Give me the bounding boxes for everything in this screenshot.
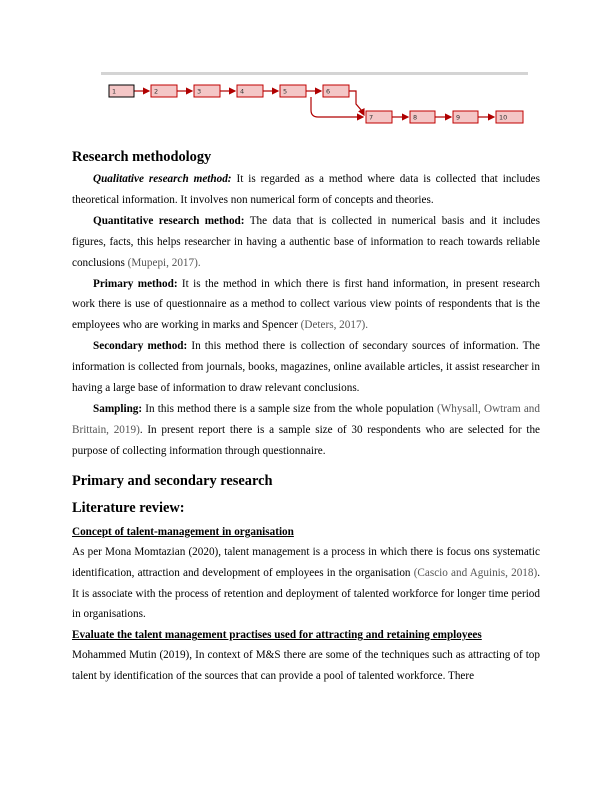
paragraph-qualitative	[72, 169, 540, 211]
flow-node-6	[323, 85, 349, 97]
citation: (Mupepi, 2017).	[127, 256, 201, 269]
flow-node-label: 7	[369, 113, 374, 122]
citation: (Whysall, Owtram and Brittain, 2019)	[72, 402, 540, 436]
subheading-evaluate-practises: Evaluate the talent management practises used for attracting and retaining employees	[72, 629, 482, 642]
term-secondary: Secondary method:	[93, 340, 188, 353]
flow-node-7	[366, 111, 392, 123]
flow-connector	[311, 97, 363, 117]
heading-literature-review: Literature review:	[72, 499, 185, 516]
process-flow-diagram	[0, 0, 612, 140]
text-sampling-tail: . In present report there is a sample size of 30 respondents who are selected for the purpose of collecting information through questionnaire.	[72, 423, 540, 457]
term-qualitative: Qualitative research method:	[93, 173, 232, 185]
paragraph-primary	[72, 274, 540, 337]
term-sampling: Sampling:	[93, 402, 143, 415]
flow-node-label: 1	[112, 87, 117, 96]
flow-node-label: 3	[197, 87, 202, 96]
heading-primary-secondary-research: Primary and secondary research	[72, 472, 273, 489]
paragraph-quantitative	[72, 211, 540, 274]
flow-node-2	[151, 85, 177, 97]
flow-connector	[349, 91, 364, 115]
term-primary: Primary method:	[93, 277, 178, 290]
flow-node-10	[496, 111, 523, 123]
document-body	[72, 148, 540, 687]
flow-node-label: 10	[499, 113, 508, 122]
flow-node-9	[453, 111, 478, 123]
flow-node-label: 9	[456, 113, 461, 122]
paragraph-sampling	[72, 399, 540, 462]
flow-node-1	[109, 85, 134, 97]
text-sampling: In this method there is a sample size from the whole population	[142, 402, 437, 415]
flow-node-label: 2	[154, 87, 159, 96]
subheading-concept-talent-management: Concept of talent-management in organisation	[72, 525, 294, 538]
citation: (Cascio and Aguinis, 2018)	[413, 566, 538, 579]
term-quantitative: Quantitative research method:	[93, 214, 245, 227]
text-primary: It is the method in which there is first hand information, in present research work there is use of questionnaire as a method to collect various view points of respondents that is the employees who are working in marks and Spencer	[72, 277, 540, 332]
heading-research-methodology: Research methodology	[72, 149, 212, 165]
flow-node-8	[410, 111, 435, 123]
flow-node-label: 6	[326, 87, 331, 96]
flow-node-4	[237, 85, 263, 97]
text-concept-tail: . It is associate with the process of retention and deployment of talented workforce for longer time period in organisations.	[72, 566, 540, 621]
text-concept: As per Mona Momtazian (2020), talent management is a process in which there is focus ons systematic identification, attraction and development of employees in the organisation	[72, 545, 540, 579]
citation: (Deters, 2017).	[300, 319, 369, 332]
paragraph-concept	[72, 542, 540, 626]
text-qualitative: It is regarded as a method where data is collected that includes theoretical information. It involves non numerical form of concepts and theories.	[72, 173, 541, 206]
flow-node-label: 4	[240, 87, 245, 96]
flow-node-3	[194, 85, 220, 97]
text-secondary: In this method there is collection of secondary sources of information. The information is collected from journals, books, magazines, online available articles, it assist researcher in having a large base of information to draw relevant conclusions.	[72, 340, 540, 395]
paragraph-secondary	[72, 336, 540, 399]
flow-node-label: 8	[413, 113, 418, 122]
text-quantitative: The data that is collected in numerical basis and it includes figures, facts, this helps researcher in having a authentic base of information to reach towards reliable conclusions	[72, 214, 540, 269]
flow-node-label: 5	[283, 87, 288, 96]
flow-node-5	[280, 85, 306, 97]
paragraph-evaluate: Mohammed Mutin (2019), In context of M&S there are some of the techniques such as attracting of top talent by identification of the sources that can provide a pool of talented workforce. There	[72, 649, 540, 683]
